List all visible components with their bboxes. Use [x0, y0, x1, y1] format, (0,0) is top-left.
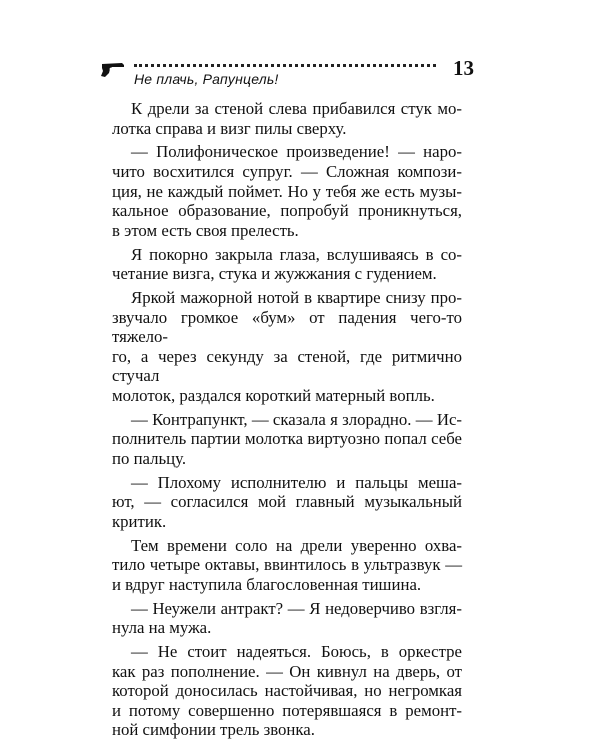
running-header	[100, 56, 474, 92]
text-line: — Контрапункт, — сказала я злорадно. — Ис-	[131, 409, 462, 429]
text-line: ция, не каждый поймет. Но у тебя же есть музы-	[112, 181, 462, 201]
text-line: по пальцу.	[112, 448, 187, 468]
dotted-rule	[134, 64, 436, 67]
text-line: К дрели за стеной слева прибавился стук мо-	[131, 99, 462, 118]
paragraph	[112, 99, 462, 138]
text-line: Я покорно закрыла глаза, вслушиваясь в со-	[131, 244, 462, 264]
text-line: как раз пополнение. — Он кивнул на дверь, от	[112, 661, 462, 681]
text-line: и вдруг наступила благословенная тишина.	[112, 574, 422, 594]
paragraph	[112, 410, 462, 469]
text-line: тило четыре октавы, ввинтилось в ультразвук —	[112, 555, 462, 575]
text-line: — Полифоническое произведение! — наро-	[131, 142, 462, 162]
text-line: кальное образование, попробуй проникнуться,	[112, 201, 462, 221]
text-line: ют, — согласился мой главный музыкальный	[112, 492, 462, 512]
paragraph	[112, 473, 462, 532]
text-line: нула на мужа.	[112, 618, 212, 638]
revolver-icon	[100, 60, 126, 78]
text-line: ной симфонии трель звонка.	[112, 720, 315, 740]
text-line: — Не стоит надеяться. Боюсь, в оркестре	[131, 641, 462, 661]
text-line: полнитель партии молотка виртуозно попал себе	[112, 429, 462, 449]
text-line: чито восхитился супруг. — Сложная компози-	[112, 161, 462, 181]
text-line: которой доносилась настойчивая, но негромкая	[112, 681, 462, 701]
body-text	[112, 99, 462, 744]
text-line: критик.	[112, 511, 167, 531]
paragraph	[112, 288, 462, 406]
paragraph	[112, 245, 462, 284]
text-line: звучало громкое «бум» от падения чего-то тяжело-	[112, 307, 462, 347]
page-number: 13	[453, 56, 474, 80]
running-title: Не плачь, Рапунцель!	[134, 71, 279, 87]
text-line: в этом есть своя прелесть.	[112, 220, 299, 240]
paragraph	[112, 536, 462, 595]
text-line: Тем времени соло на дрели уверенно охва-	[131, 535, 462, 555]
text-line: лотка справа и визг пилы сверху.	[112, 118, 347, 138]
text-line: четание визга, стука и жужжания с гудением.	[112, 264, 437, 284]
paragraph	[112, 599, 462, 638]
text-line: — Неужели антракт? — Я недоверчиво взгля-	[131, 598, 462, 618]
paragraph	[112, 642, 462, 740]
text-line: молоток, раздался короткий матерный вопль.	[112, 385, 435, 405]
paragraph	[112, 142, 462, 240]
text-line: Яркой мажорной нотой в квартире снизу про-	[131, 287, 462, 307]
text-line: го, а через секунду за стеной, где ритмично стучал	[112, 346, 462, 386]
text-line: — Плохому исполнителю и пальцы меша-	[131, 472, 462, 492]
text-line: и потому совершенно потерявшаяся в ремонт-	[112, 700, 462, 720]
